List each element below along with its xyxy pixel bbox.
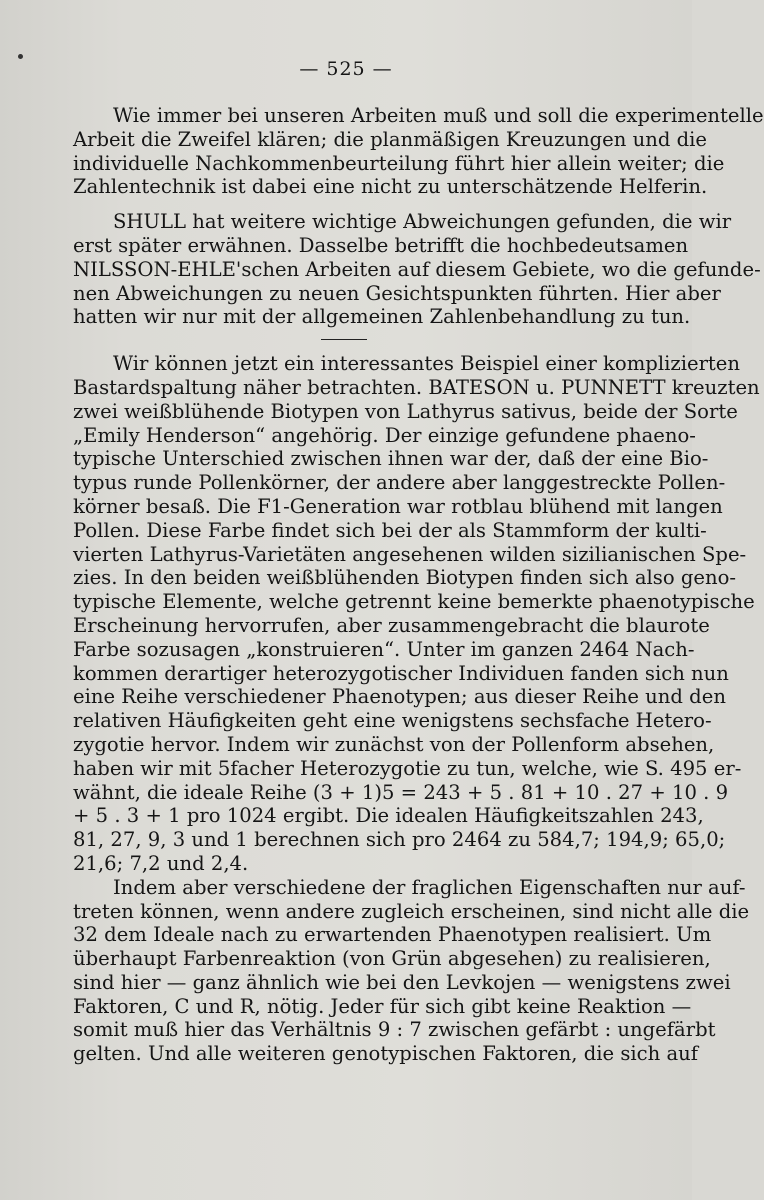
text-line: Farbe sozusagen „konstruieren“. Unter im ganzen 2464 Nach- — [73, 637, 695, 661]
text-line: Bastardspaltung näher betrachten. BATESON u. PUNNETT kreuzten — [73, 375, 760, 399]
text-line: Wir können jetzt ein interessantes Beispiel einer komplizierten — [113, 352, 741, 376]
text-line: Pollen. Diese Farbe findet sich bei der als Stammform der kulti- — [73, 518, 707, 542]
text-line: Arbeit die Zweifel klären; die planmäßigen Kreuzungen und die — [73, 127, 708, 151]
text-line: überhaupt Farbenreaktion (von Grün abgesehen) zu realisieren, — [73, 947, 711, 971]
text-line: Wie immer bei unseren Arbeiten muß und soll die experimentelle — [113, 104, 764, 127]
text-line: somit muß hier das Verhältnis 9 : 7 zwischen gefärbt : ungefärbt — [73, 1018, 716, 1042]
text-line: hatten wir nur mit der allgemeinen Zahlenbehandlung zu tun. — [73, 305, 691, 329]
text-line: Indem aber verschiedene der fraglichen Eigenschaften nur auf- — [113, 875, 746, 899]
text-line: „Emily Henderson“ angehörig. Der einzige gefundene phaeno- — [73, 423, 696, 447]
page-number: — 525 — — [299, 58, 393, 80]
text-line: nen Abweichungen zu neuen Gesichtspunkten führten. Hier aber — [73, 281, 721, 305]
text-line: körner besaß. Die F1-Generation war rotblau blühend mit langen — [73, 494, 723, 518]
text-line: treten können, wenn andere zugleich erscheinen, sind nicht alle die — [73, 899, 750, 923]
text-line: 21,6; 7,2 und 2,4. — [73, 851, 249, 875]
text-line: typische Unterschied zwischen ihnen war der, daß der eine Bio- — [73, 447, 709, 471]
text-line: zies. In den beiden weißblühenden Biotypen finden sich also geno- — [73, 566, 737, 590]
text-line: Erscheinung hervorrufen, aber zusammengebracht die blaurote — [73, 613, 710, 637]
text-line: sind hier — ganz ähnlich wie bei den Levkojen — wenigstens zwei — [73, 970, 731, 994]
text-line: Faktoren, C und R, nötig. Jeder für sich gibt keine Reaktion — — [73, 994, 692, 1018]
text-line: kommen derartiger heterozygotischer Individuen fanden sich nun — [73, 661, 729, 685]
text-line: gelten. Und alle weiteren genotypischen Faktoren, die sich auf — [73, 1042, 699, 1066]
text-line: + 5 . 3 + 1 pro 1024 ergibt. Die idealen Häufigkeitszahlen 243, — [73, 804, 704, 828]
body-text — [33, 104, 764, 1066]
text-line: Zahlentechnik ist dabei eine nicht zu unterschätzende Helferin. — [73, 175, 708, 199]
text-line: NILSSON-EHLE'schen Arbeiten auf diesem Gebiete, wo die gefunde- — [73, 257, 761, 281]
paragraph-1 — [33, 104, 764, 199]
text-line: haben wir mit 5facher Heterozygotie zu tun, welche, wie S. 495 er- — [73, 756, 742, 780]
text-line: typus runde Pollenkörner, der andere aber langgestreckte Pollen- — [73, 471, 726, 495]
text-line: individuelle Nachkommenbeurteilung führt hier allein weiter; die — [73, 151, 725, 175]
text-line: erst später erwähnen. Dasselbe betrifft die hochbedeutsamen — [73, 233, 689, 257]
paragraph-2 — [33, 210, 761, 329]
section-divider — [321, 339, 367, 340]
text-line: eine Reihe verschiedener Phaenotypen; aus dieser Reihe und den — [73, 685, 726, 709]
text-line: relativen Häufigkeiten geht eine wenigstens sechsfache Hetero- — [73, 709, 712, 733]
text-line: typische Elemente, welche getrennt keine bemerkte phaenotypische — [73, 590, 755, 614]
paragraph-4 — [33, 875, 750, 1066]
text-line: SHULL hat weitere wichtige Abweichungen gefunden, die wir — [113, 210, 732, 234]
text-line: 81, 27, 9, 3 und 1 berechnen sich pro 2464 zu 584,7; 194,9; 65,0; — [73, 828, 726, 852]
text-line: zygotie hervor. Indem wir zunächst von der Pollenform absehen, — [73, 732, 715, 756]
text-line: vierten Lathyrus-Varietäten angesehenen wilden sizilianischen Spe- — [73, 542, 747, 566]
paragraph-3 — [33, 352, 760, 876]
text-line: zwei weißblühende Biotypen von Lathyrus sativus, beide der Sorte — [73, 399, 738, 423]
text-line: wähnt, die ideale Reihe (3 + 1)5 = 243 + 5 . 81 + 10 . 27 + 10 . 9 — [73, 780, 729, 804]
text-line: 32 dem Ideale nach zu erwartenden Phaenotypen realisiert. Um — [73, 923, 712, 947]
